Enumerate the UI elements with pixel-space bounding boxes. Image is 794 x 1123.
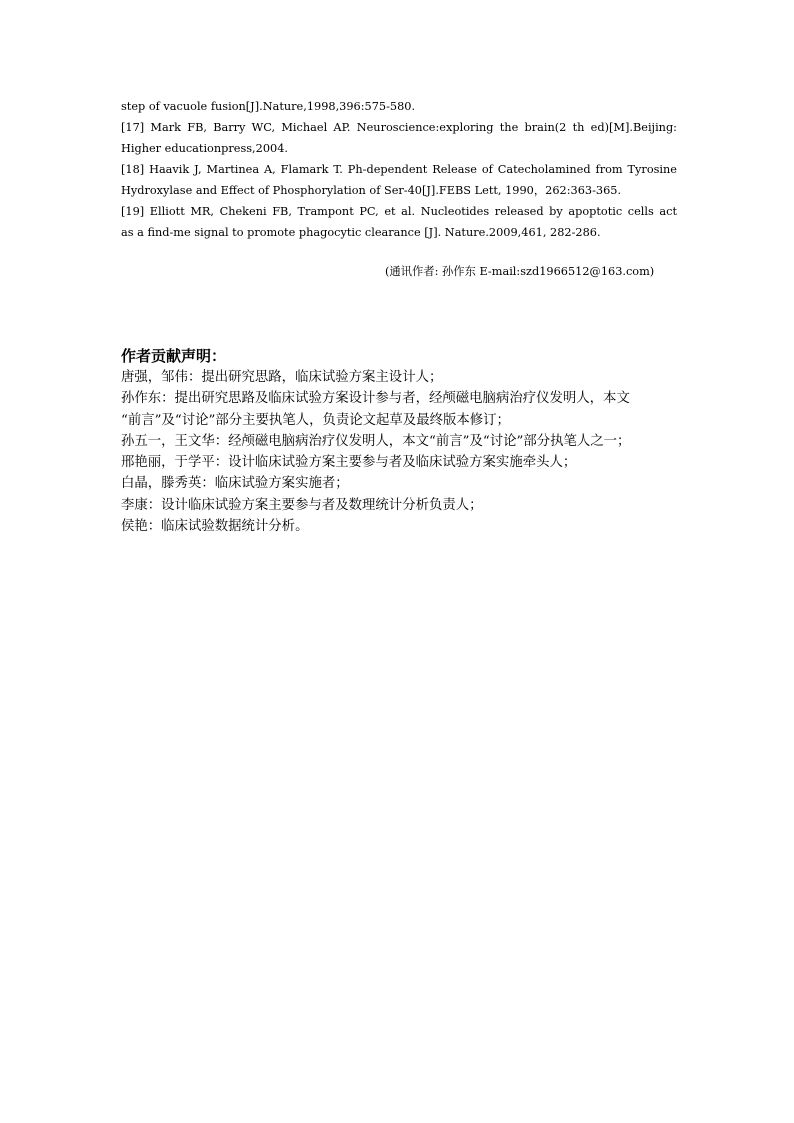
reference-19-line-1: [19] Elliott MR, Chekeni FB, Trampont PC, et al. Nucleotides released by apoptotic cells act — [121, 205, 677, 218]
author-contribution-title: 作者贡献声明： — [121, 347, 227, 365]
contribution-line: 唐强，邹伟：提出研究思路，临床试验方案主设计人； — [121, 370, 443, 385]
author-contribution-section — [121, 346, 681, 537]
contribution-line: 侯艳：临床试验数据统计分析。 — [121, 519, 309, 535]
contribution-line: 李康：设计临床试验方案主要参与者及数理统计分析负责人； — [121, 497, 483, 513]
reference-list — [121, 96, 677, 243]
reference-18-line-1: [18] Haavik J, Martinea A, Flamark T. Ph-dependent Release of Catecholamined from Tyrosine — [121, 163, 677, 176]
reference-17-line-2: Higher educationpress,2004. — [121, 142, 288, 155]
contribution-line: 孙作东：提出研究思路及临床试验方案设计参与者，经颅磁电脑病治疗仪发明人，本文 — [121, 391, 630, 407]
reference-continuation: step of vacuole fusion[J].Nature,1998,396:575-580. — [121, 100, 416, 113]
reference-19-line-2: as a find-me signal to promote phagocytic clearance [J]. Nature.2009,461, 282-286. — [121, 226, 601, 239]
reference-17-line-1: [17] Mark FB, Barry WC, Michael AP. Neuroscience:exploring the brain(2 th ed)[M].Beijing: — [121, 121, 677, 134]
contribution-line: 邢艳丽，于学平：设计临床试验方案主要参与者及临床试验方案实施牵头人； — [121, 455, 577, 471]
contribution-line: 孙五一，王文华：经颅磁电脑病治疗仪发明人，本文“前言”及“讨论”部分执笔人之一； — [121, 433, 631, 449]
contribution-line: 白晶，滕秀英：临床试验方案实施者； — [121, 476, 349, 492]
contribution-line: “前言”及“讨论”部分主要执笔人，负责论文起草及最终版本修订； — [121, 412, 510, 428]
corresponding-author-note: (通讯作者: 孙作东 E-mail:szd1966512@163.com) — [385, 265, 655, 278]
reference-18-line-2: Hydroxylase and Effect of Phosphorylation of Ser-40[J].FEBS Lett, 1990，262:363-365. — [121, 184, 622, 197]
